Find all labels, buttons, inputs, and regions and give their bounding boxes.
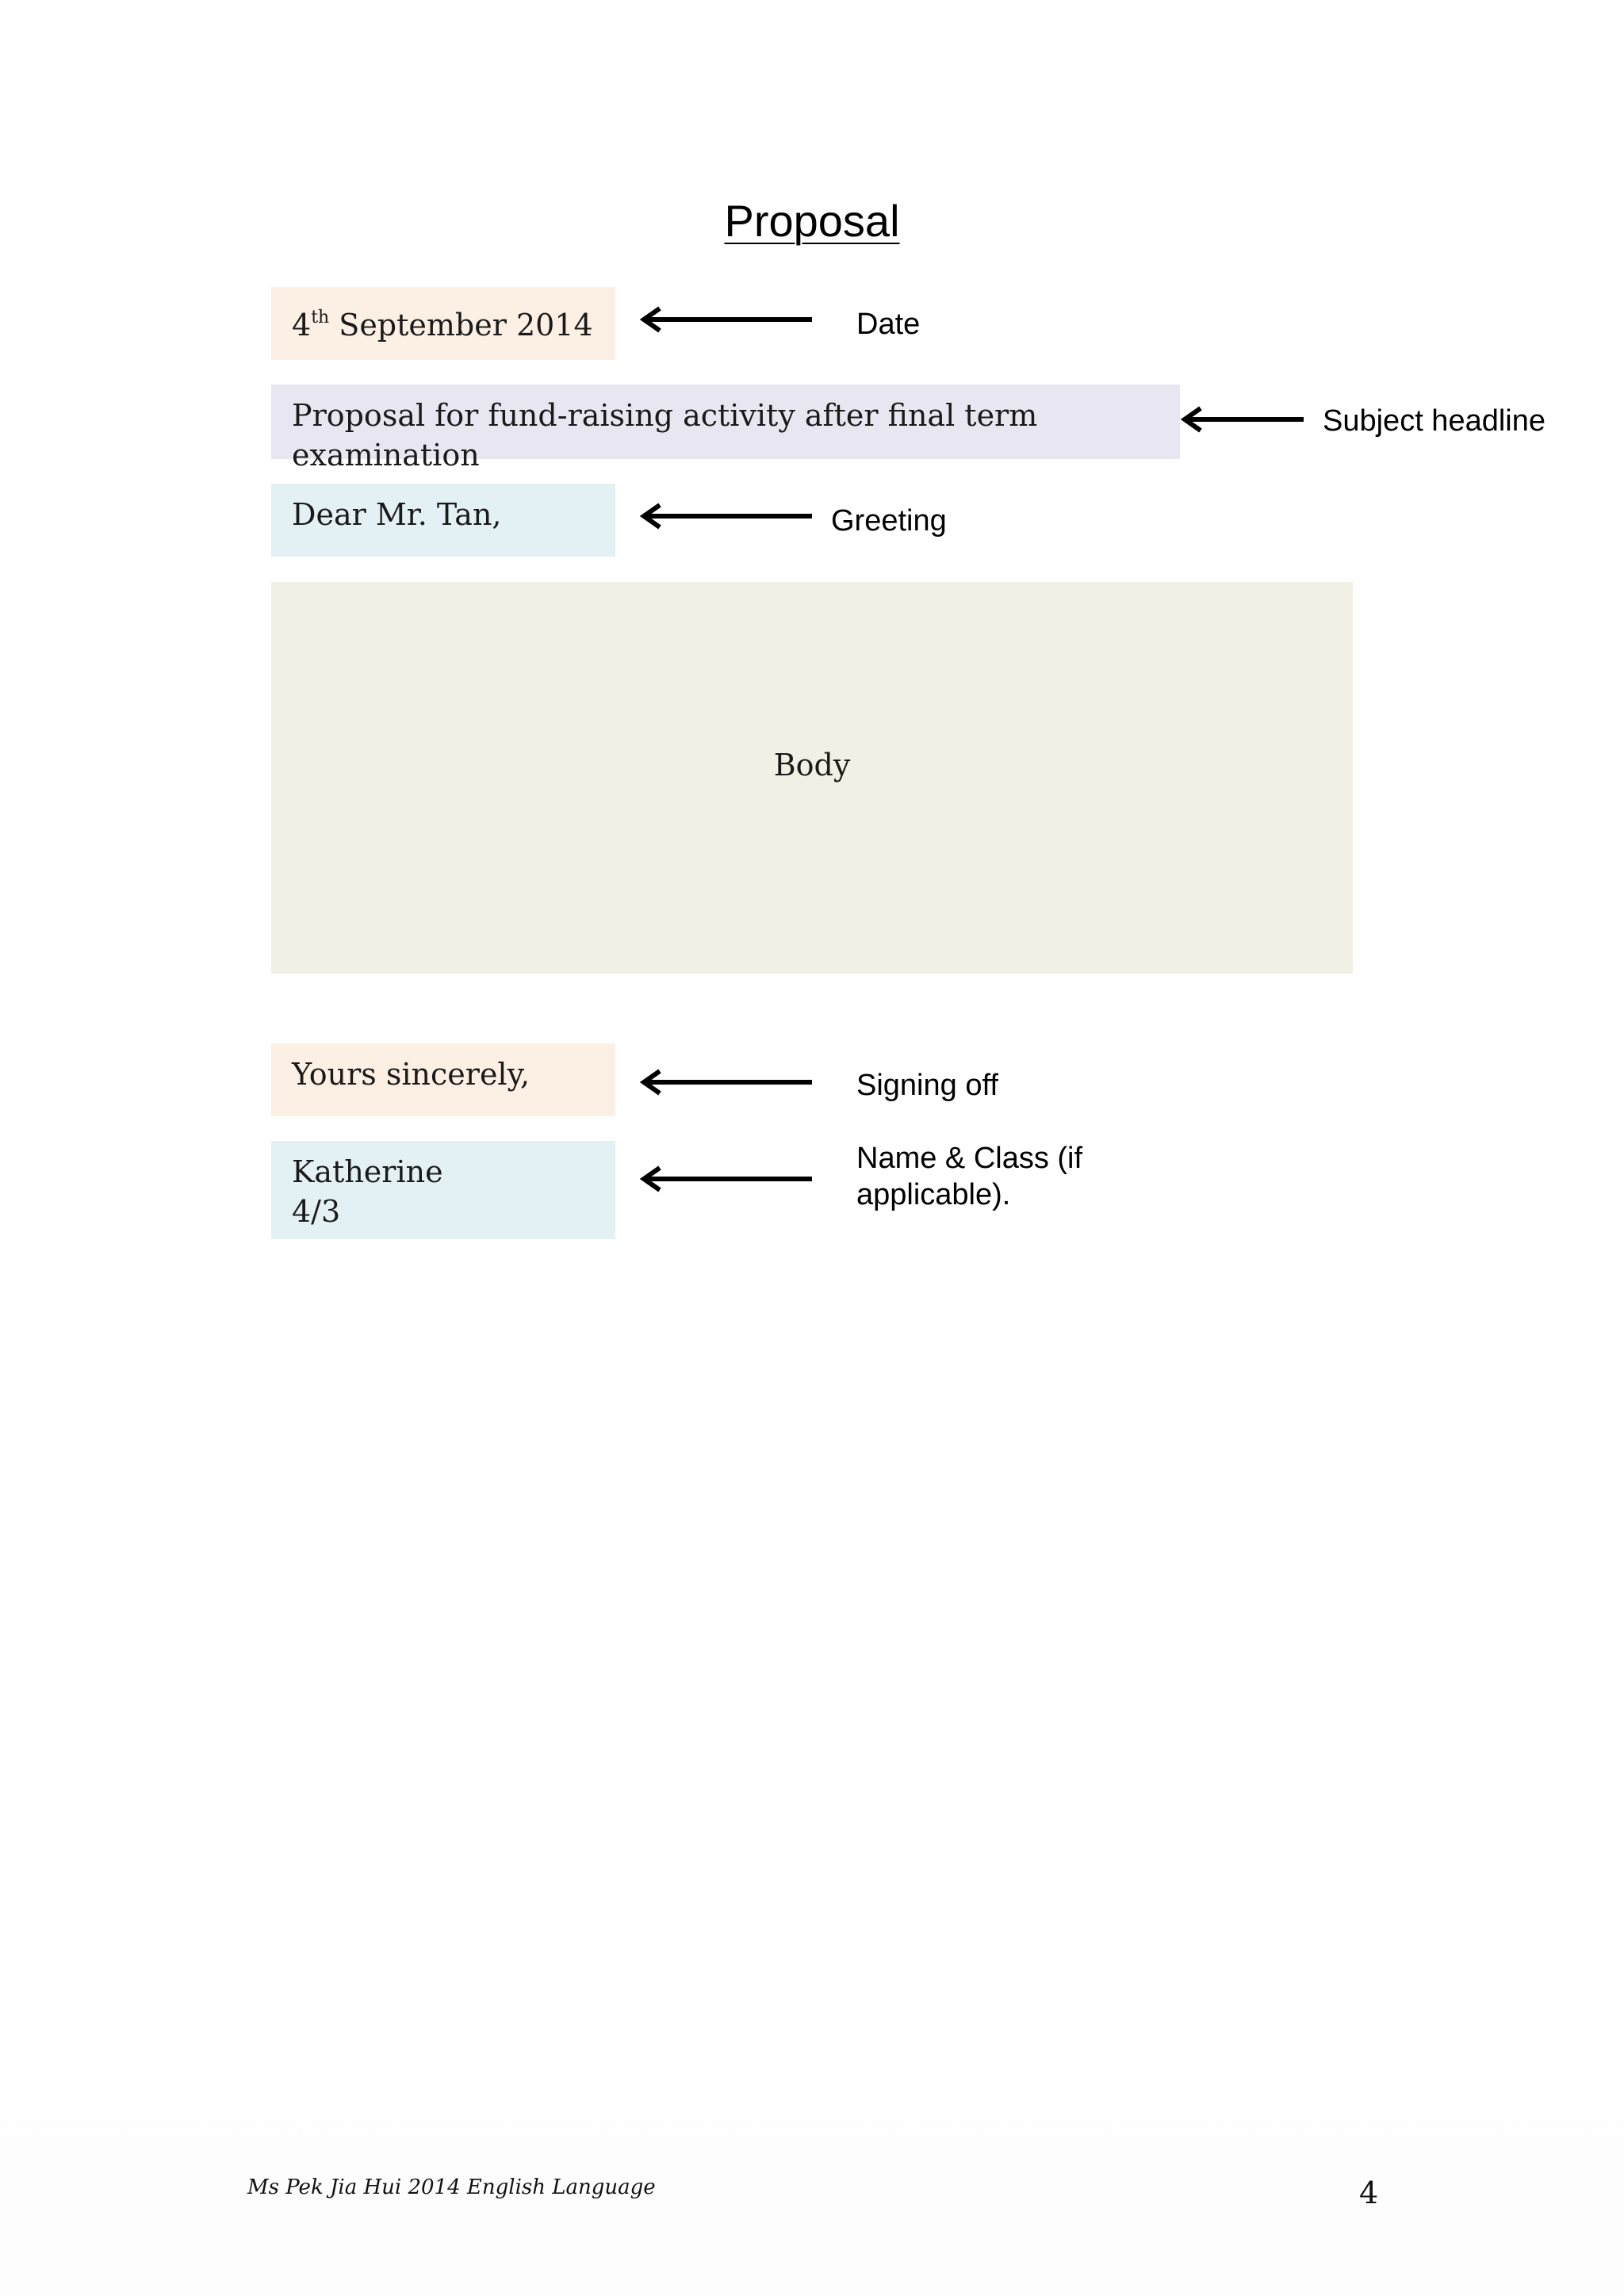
subject-annotation: Subject headline: [1323, 404, 1545, 438]
signoff-annotation: Signing off: [856, 1069, 998, 1102]
date-rest: September 2014: [329, 308, 593, 342]
footer-author: Ms Pek Jia Hui 2014 English Language: [247, 2175, 656, 2199]
page-number: 4: [1359, 2175, 1379, 2210]
subject-headline-box: Proposal for fund-raising activity after final term examination: [271, 385, 1180, 459]
name-class-box: [271, 1141, 615, 1239]
left-arrow-icon: [639, 306, 815, 333]
left-arrow-icon: [639, 503, 815, 530]
name-class-annotation-line2: applicable).: [856, 1178, 1011, 1211]
left-arrow-icon: [639, 1069, 815, 1096]
date-annotation: Date: [856, 308, 921, 341]
page-title: Proposal: [724, 196, 900, 246]
left-arrow-icon: [1180, 406, 1307, 433]
signoff-box: Yours sincerely,: [271, 1043, 615, 1116]
date-day-suffix: th: [311, 308, 330, 327]
class-line: 4/3: [292, 1194, 341, 1229]
greeting-annotation: Greeting: [831, 504, 947, 538]
date-box: [271, 287, 615, 360]
left-arrow-icon: [639, 1165, 815, 1192]
body-box: [271, 582, 1353, 974]
body-label: Body: [773, 748, 851, 783]
name-class-annotation-line1: Name & Class (if: [856, 1142, 1083, 1175]
date-day: 4: [292, 308, 312, 342]
name-line: Katherine: [292, 1154, 443, 1189]
greeting-box: Dear Mr. Tan,: [271, 484, 615, 557]
name-class-annotation: [856, 1140, 1082, 1213]
